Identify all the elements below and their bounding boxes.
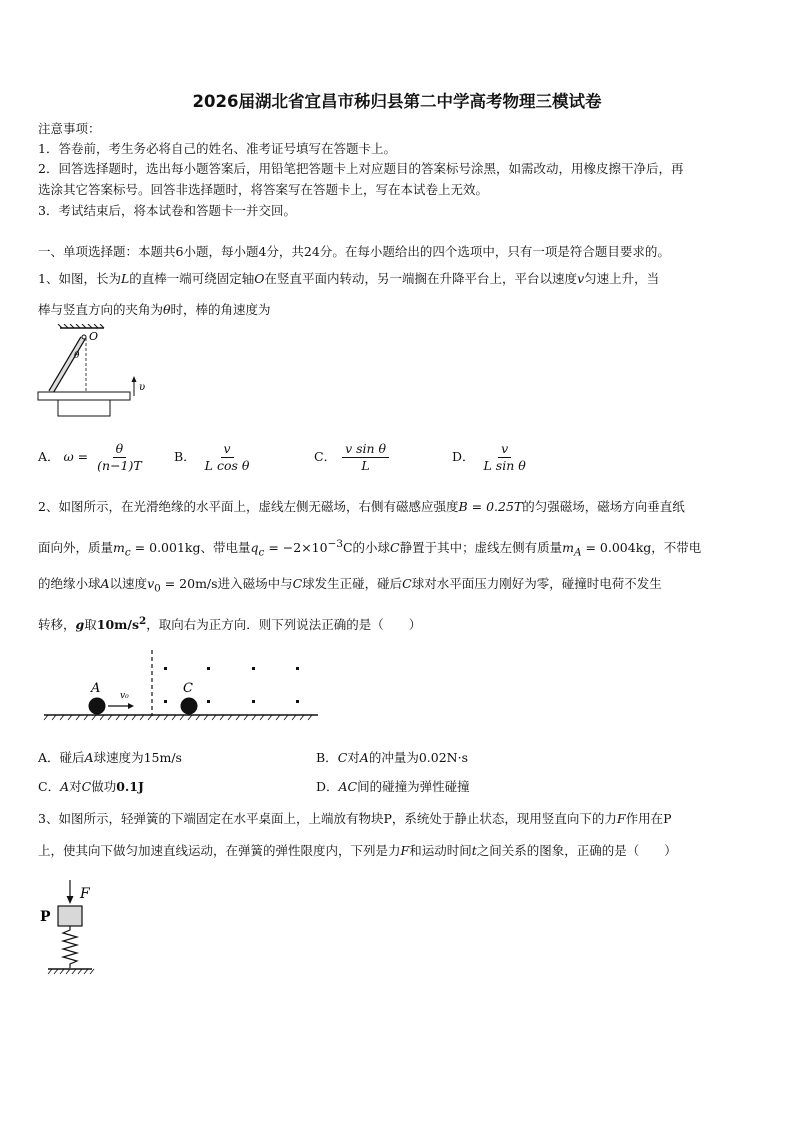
q2-collision-figure <box>40 648 330 726</box>
note-2-line-2: 选涂其它答案标号。回答非选择题时，将答案写在答题卡上，写在本试卷上无效。 <box>38 182 489 197</box>
page-title: 2026届湖北省宜昌市秭归县第二中学高考物理三模试卷 <box>192 92 602 111</box>
q2-option-c: C．A对C做功0.1J <box>38 779 144 794</box>
q1-fig-v-label: υ <box>139 382 146 393</box>
q3-fig-p-label: P <box>40 909 51 925</box>
q2-option-a: A．碰后A球速度为15m/s <box>38 750 182 765</box>
q2-option-b: B．C对A的冲量为0.02N·s <box>316 750 468 765</box>
q2-line-1: 2、如图所示，在光滑绝缘的水平面上，虚线左侧无磁场，右侧有磁感应强度B = 0.25T的匀强磁场，磁场方向垂直纸 <box>38 499 685 514</box>
q1-option-b: B． $\frac{v}{\text{L cos θ}}$ <box>174 441 250 473</box>
q1-option-c: C． $\frac{\text{v sin θ}}{L}$ <box>314 441 391 474</box>
q1-line-2: 棒与竖直方向的夹角为θ时，棒的角速度为 <box>38 302 271 317</box>
q2-option-d: D．AC间的碰撞为弹性碰撞 <box>316 779 470 794</box>
q2-line-2: 面向外，质量$m_c = 0.001kg$、带电量$q_c = -2\times 10^{-3}C$的小球C静置于其中；虚线左侧有质量$m_A = 0.004kg$，不带电 <box>38 538 702 559</box>
q1-fig-o-label: O <box>89 330 99 343</box>
q1-line-1: 1、如图，长为L的直棒一端可绕固定轴O在竖直平面内转动，另一端搁在升降平台上，平台以速度v匀速上升，当 <box>38 271 660 286</box>
note-2-line-1: 2．回答选择题时，选出每小题答案后，用铅笔把答题卡上对应题目的答案标号涂黑，如需改动，用橡皮擦干净后，再 <box>38 161 684 176</box>
q2-fig-ball-c-label: C <box>183 681 193 696</box>
q1-option-a: A． ω = $\frac{\theta}{(n-1)T}$ <box>38 441 142 473</box>
note-1: 1．答卷前，考生务必将自己的姓名、准考证号填写在答题卡上。 <box>38 141 396 156</box>
q2-line-4: 转移，g取$10m/s^2$，取向右为正方向．则下列说法正确的是（ ） <box>38 615 422 633</box>
q1-option-d: D． $\frac{v}{\text{L sin θ}}$ <box>452 441 526 473</box>
q3-spring-block-figure <box>36 876 106 982</box>
q3-fig-f-label: F <box>80 886 90 902</box>
note-3: 3．考试结束后，将本试卷和答题卡一并交回。 <box>38 203 296 218</box>
section-heading: 一、单项选择题：本题共6小题，每小题4分，共24分。在每小题给出的四个选项中，只有一项是符合题目要求的。 <box>38 244 670 259</box>
q2-line-3: 的绝缘小球A以速度$v_0 = 20m/s$进入磁场中与C球发生正碰，碰后C球对水平面压力刚好为零，碰撞时电荷不发生 <box>38 576 662 595</box>
q2-fig-ball-a-label: A <box>91 681 101 696</box>
q2-fig-v0-label: v₀ <box>120 691 129 701</box>
q1-rod-platform-figure <box>36 324 156 422</box>
notes-heading: 注意事项： <box>38 121 101 136</box>
q3-line-1: 3、如图所示，轻弹簧的下端固定在水平桌面上，上端放有物块P，系统处于静止状态，现用竖直向下的力F作用在P <box>38 811 672 826</box>
q1-fig-theta-label: θ <box>74 351 80 361</box>
q3-line-2: 上，使其向下做匀加速直线运动，在弹簧的弹性限度内，下列是力F和运动时间t之间关系的图象，正确的是（ ） <box>38 843 677 858</box>
